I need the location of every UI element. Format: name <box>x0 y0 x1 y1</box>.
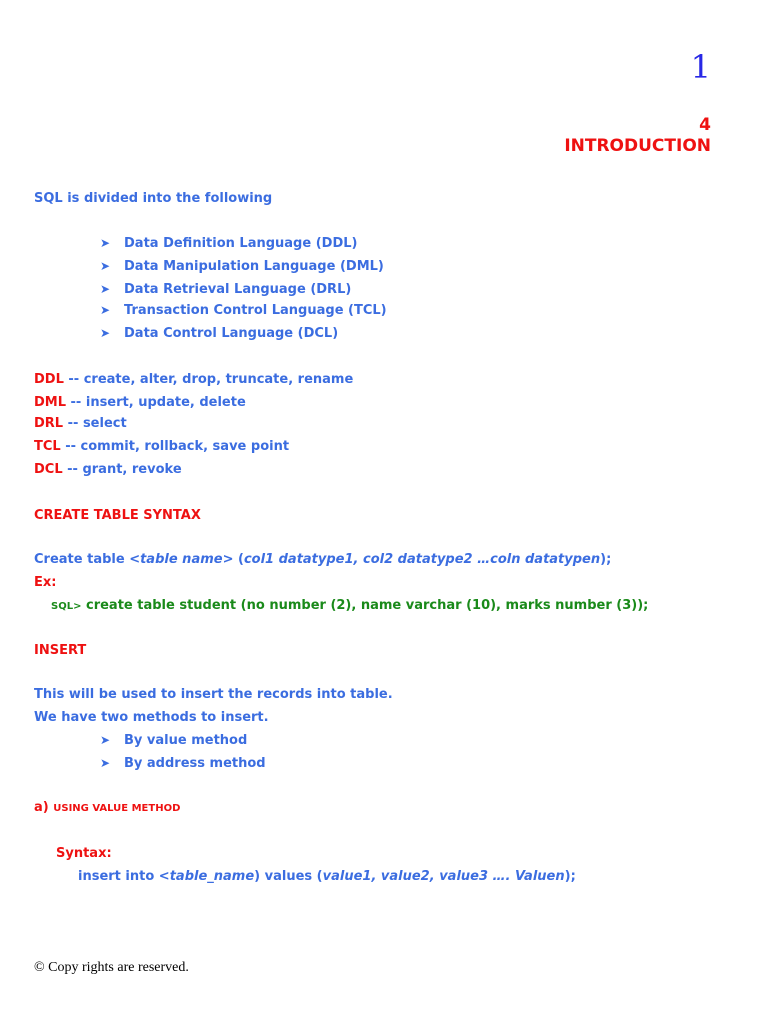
command-key: DRL <box>34 416 64 431</box>
command-row <box>34 395 246 410</box>
syntax-text: Create table < <box>34 552 141 567</box>
value-method-heading <box>34 800 180 815</box>
create-table-syntax <box>34 552 611 567</box>
example-statement: create table student (no number (2), name varchar (10), marks number (3)); <box>81 598 649 613</box>
sub-heading: USING VALUE METHOD <box>53 803 181 814</box>
list-item-label: Data Manipulation Language (DML) <box>124 259 384 274</box>
command-sep: -- <box>66 395 86 410</box>
arrowhead-right-icon: ➤ <box>100 282 111 296</box>
footer-copyright: © Copy rights are reserved. <box>34 960 189 975</box>
list-item <box>100 733 247 748</box>
command-value: create, alter, drop, truncate, rename <box>83 372 354 387</box>
command-value: commit, rollback, save point <box>80 439 290 454</box>
chapter-title: INTRODUCTION <box>564 136 711 156</box>
syntax-label: Syntax: <box>56 846 112 861</box>
command-value: insert, update, delete <box>85 395 246 410</box>
sub-letter: a) <box>34 800 54 815</box>
list-item-label: Data Definition Language (DDL) <box>124 236 358 251</box>
arrowhead-right-icon: ➤ <box>100 756 111 770</box>
command-key: TCL <box>34 439 61 454</box>
arrowhead-right-icon: ➤ <box>100 259 111 273</box>
syntax-placeholder: table name <box>140 552 223 567</box>
command-key: DML <box>34 395 67 410</box>
command-row <box>34 372 353 387</box>
syntax-placeholder: value1, value2, value3 …. Valuen <box>322 869 565 884</box>
arrowhead-right-icon: ➤ <box>100 733 111 747</box>
syntax-text: ); <box>564 869 576 884</box>
command-key: DDL <box>34 372 64 387</box>
command-row <box>34 416 127 431</box>
syntax-placeholder: table_name <box>169 869 255 884</box>
syntax-text: > ( <box>222 552 244 567</box>
list-item-label: Data Retrieval Language (DRL) <box>124 282 352 297</box>
command-sep: -- <box>63 372 84 387</box>
syntax-text: ) values ( <box>254 869 323 884</box>
insert-syntax <box>78 869 576 884</box>
intro-text: SQL is divided into the following <box>34 191 273 206</box>
list-item <box>100 756 266 771</box>
list-item <box>100 326 338 341</box>
arrowhead-right-icon: ➤ <box>100 236 111 250</box>
arrowhead-right-icon: ➤ <box>100 326 111 340</box>
syntax-text: insert into < <box>78 869 170 884</box>
list-item-label: By value method <box>124 733 248 748</box>
page-number: 1 <box>690 48 711 86</box>
chapter-number: 4 <box>699 115 711 135</box>
arrowhead-right-icon: ➤ <box>100 303 111 317</box>
insert-description: We have two methods to insert. <box>34 710 269 725</box>
command-sep: -- <box>60 439 81 454</box>
syntax-text: ); <box>600 552 612 567</box>
command-value: select <box>82 416 127 431</box>
syntax-placeholder: col1 datatype1, col2 datatype2 …coln datatypen <box>243 552 601 567</box>
list-item <box>100 303 387 318</box>
list-item-label: By address method <box>124 756 266 771</box>
list-item-label: Data Control Language (DCL) <box>124 326 339 341</box>
list-item <box>100 259 384 274</box>
command-value: grant, revoke <box>82 462 182 477</box>
list-item <box>100 236 357 251</box>
example-label: Ex: <box>34 575 57 590</box>
command-row <box>34 439 289 454</box>
command-sep: -- <box>62 462 83 477</box>
create-table-heading: CREATE TABLE SYNTAX <box>34 508 201 523</box>
sql-prompt: SQL> <box>51 601 82 612</box>
command-row <box>34 462 182 477</box>
insert-description: This will be used to insert the records into table. <box>34 687 393 702</box>
example-code <box>51 598 648 613</box>
list-item-label: Transaction Control Language (TCL) <box>124 303 387 318</box>
command-sep: -- <box>63 416 83 431</box>
insert-heading: INSERT <box>34 643 87 658</box>
list-item <box>100 282 351 297</box>
command-key: DCL <box>34 462 63 477</box>
